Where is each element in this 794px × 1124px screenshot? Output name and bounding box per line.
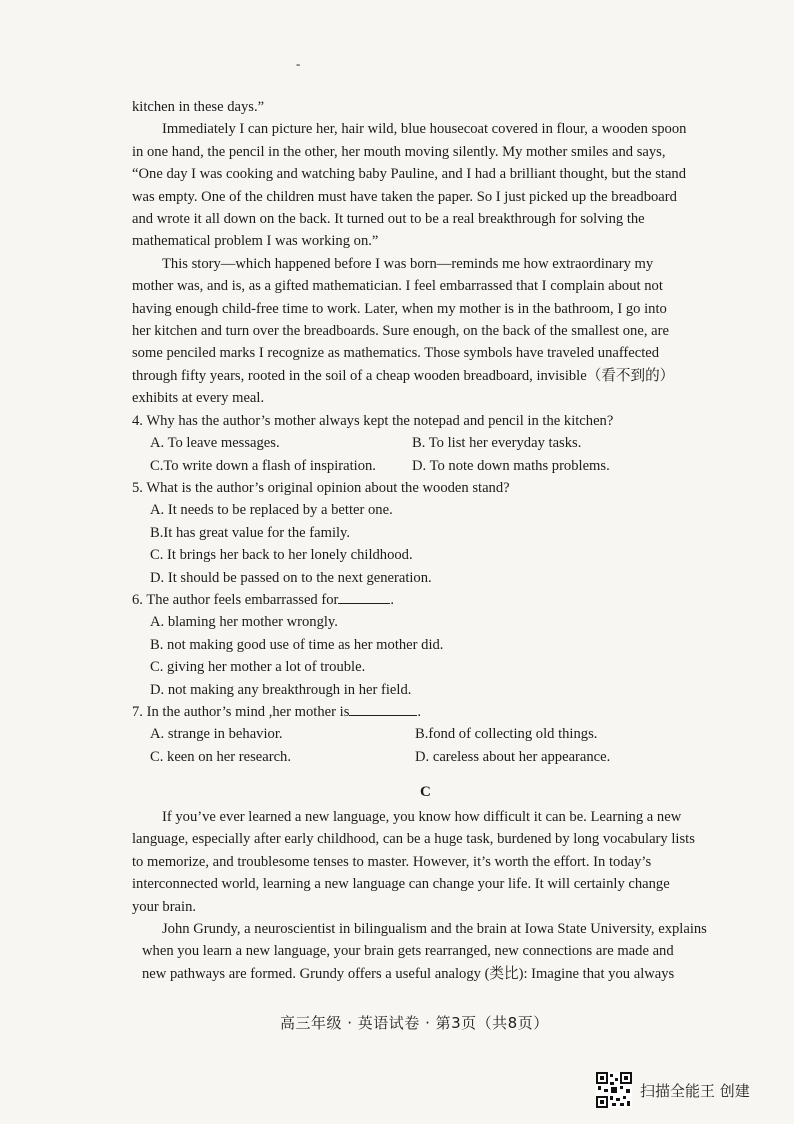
option-d: D. careless about her appearance.: [415, 748, 611, 765]
section-c-title: C: [420, 784, 431, 800]
option-c: C. It brings her back to her lonely childhood.: [150, 547, 413, 564]
question-7-end: .: [417, 703, 422, 720]
question-4-options-row-2: [132, 455, 712, 477]
page-footer: 高三年级 · 英语试卷 · 第3页（共8页）: [280, 1014, 549, 1032]
passage-c-paragraph-2-cont: [132, 940, 724, 985]
text-line: some penciled marks I recognize as mathematics. Those symbols have traveled unaffected: [132, 345, 660, 362]
text-line: This story—which happened before I was born—reminds me how extraordinary my: [162, 255, 654, 272]
text-line: mathematical problem I was working on.”: [132, 233, 379, 250]
question-7-options-row-1: [132, 723, 712, 745]
question-6-text: 6. The author feels embarrassed for: [132, 591, 339, 608]
watermark-text: 扫描全能王 创建: [640, 1081, 750, 1100]
passage-b-paragraph-2-cont: [132, 275, 712, 409]
option-b: B. To list her everyday tasks.: [412, 435, 582, 452]
text-line: having enough child-free time to work. Later, when my mother is in the bathroom, I go into: [132, 300, 667, 317]
text-line: was empty. One of the children must have taken the paper. So I just picked up the breadboard: [132, 188, 677, 205]
passage-c: [132, 806, 724, 985]
answer-blank[interactable]: [338, 589, 390, 604]
text-line: to memorize, and troublesome tenses to master. However, it’s worth the effort. In today’s: [132, 853, 652, 870]
text-line: “One day I was cooking and watching baby Pauline, and I had a brilliant thought, but the stand: [132, 166, 687, 183]
qr-code-icon: [596, 1072, 632, 1108]
scanner-watermark: [596, 1072, 750, 1108]
text-line: John Grundy, a neuroscientist in bilingualism and the brain at Iowa State University, explains: [162, 921, 707, 938]
passage-b-paragraph-1: [132, 118, 712, 140]
question-6-end: .: [390, 591, 395, 608]
question-7-stem: [132, 701, 712, 723]
option-d: D. It should be passed on to the next generation.: [150, 569, 432, 586]
text-line: mother was, and is, as a gifted mathematician. I feel embarrassed that I complain about not: [132, 278, 663, 295]
option-a: A. To leave messages.: [150, 435, 280, 452]
top-mark: -: [296, 56, 301, 71]
passage-c-paragraph-1: [132, 806, 724, 828]
question-5-stem: 5. What is the author’s original opinion about the wooden stand?: [132, 479, 510, 496]
option-a: A. blaming her mother wrongly.: [150, 614, 338, 631]
question-7-options-row-2: [132, 746, 712, 768]
option-a: A. strange in behavior.: [150, 726, 283, 743]
text-line: exhibits at every meal.: [132, 390, 265, 407]
option-b: B.It has great value for the family.: [150, 524, 351, 541]
passage-b-paragraph-1-cont: [132, 141, 712, 253]
option-c: C.To write down a flash of inspiration.: [150, 457, 376, 474]
text-line: when you learn a new language, your brain gets rearranged, new connections are made and: [142, 943, 674, 960]
text-line: language, especially after early childhood, can be a huge task, burdened by long vocabulary lists: [132, 831, 695, 848]
passage-b: [132, 96, 712, 768]
passage-c-paragraph-2: [132, 918, 724, 940]
question-6-stem: [132, 589, 712, 611]
text-line: and wrote it all down on the back. It turned out to be a real breakthrough for solving the: [132, 211, 645, 228]
option-d: D. To note down maths problems.: [412, 457, 610, 474]
text-line: in one hand, the pencil in the other, her mouth moving silently. My mother smiles and says,: [132, 143, 666, 160]
text-line: through fifty years, rooted in the soil of a cheap wooden breadboard, invisible（看不到的）: [132, 367, 675, 384]
option-a: A. It needs to be replaced by a better one.: [150, 502, 393, 519]
text-line: interconnected world, learning a new language can change your life. It will certainly change: [132, 876, 670, 893]
text-line: Immediately I can picture her, hair wild, blue housecoat covered in flour, a wooden spoon: [162, 121, 687, 138]
text-line: your brain.: [132, 898, 197, 915]
passage-c-paragraph-1-cont: [132, 828, 724, 918]
option-d: D. not making any breakthrough in her field.: [150, 681, 412, 698]
option-b: B.fond of collecting old things.: [415, 726, 598, 743]
option-c: C. giving her mother a lot of trouble.: [150, 659, 366, 676]
passage-b-line-0: kitchen in these days.”: [132, 99, 265, 115]
question-4-stem: 4. Why has the author’s mother always kept the notepad and pencil in the kitchen?: [132, 412, 614, 429]
question-7-text: 7. In the author’s mind ,her mother is: [132, 703, 350, 720]
passage-b-paragraph-2: [132, 253, 712, 275]
text-line: her kitchen and turn over the breadboards. Sure enough, on the back of the smallest one, are: [132, 323, 669, 340]
text-line: If you’ve ever learned a new language, you know how difficult it can be. Learning a new: [162, 809, 682, 825]
option-c: C. keen on her research.: [150, 748, 292, 765]
text-line: new pathways are formed. Grundy offers a useful analogy (类比): Imagine that you always: [142, 965, 675, 982]
question-4-options-row-1: [132, 432, 712, 454]
answer-blank[interactable]: [349, 701, 417, 716]
option-b: B. not making good use of time as her mother did.: [150, 636, 444, 653]
